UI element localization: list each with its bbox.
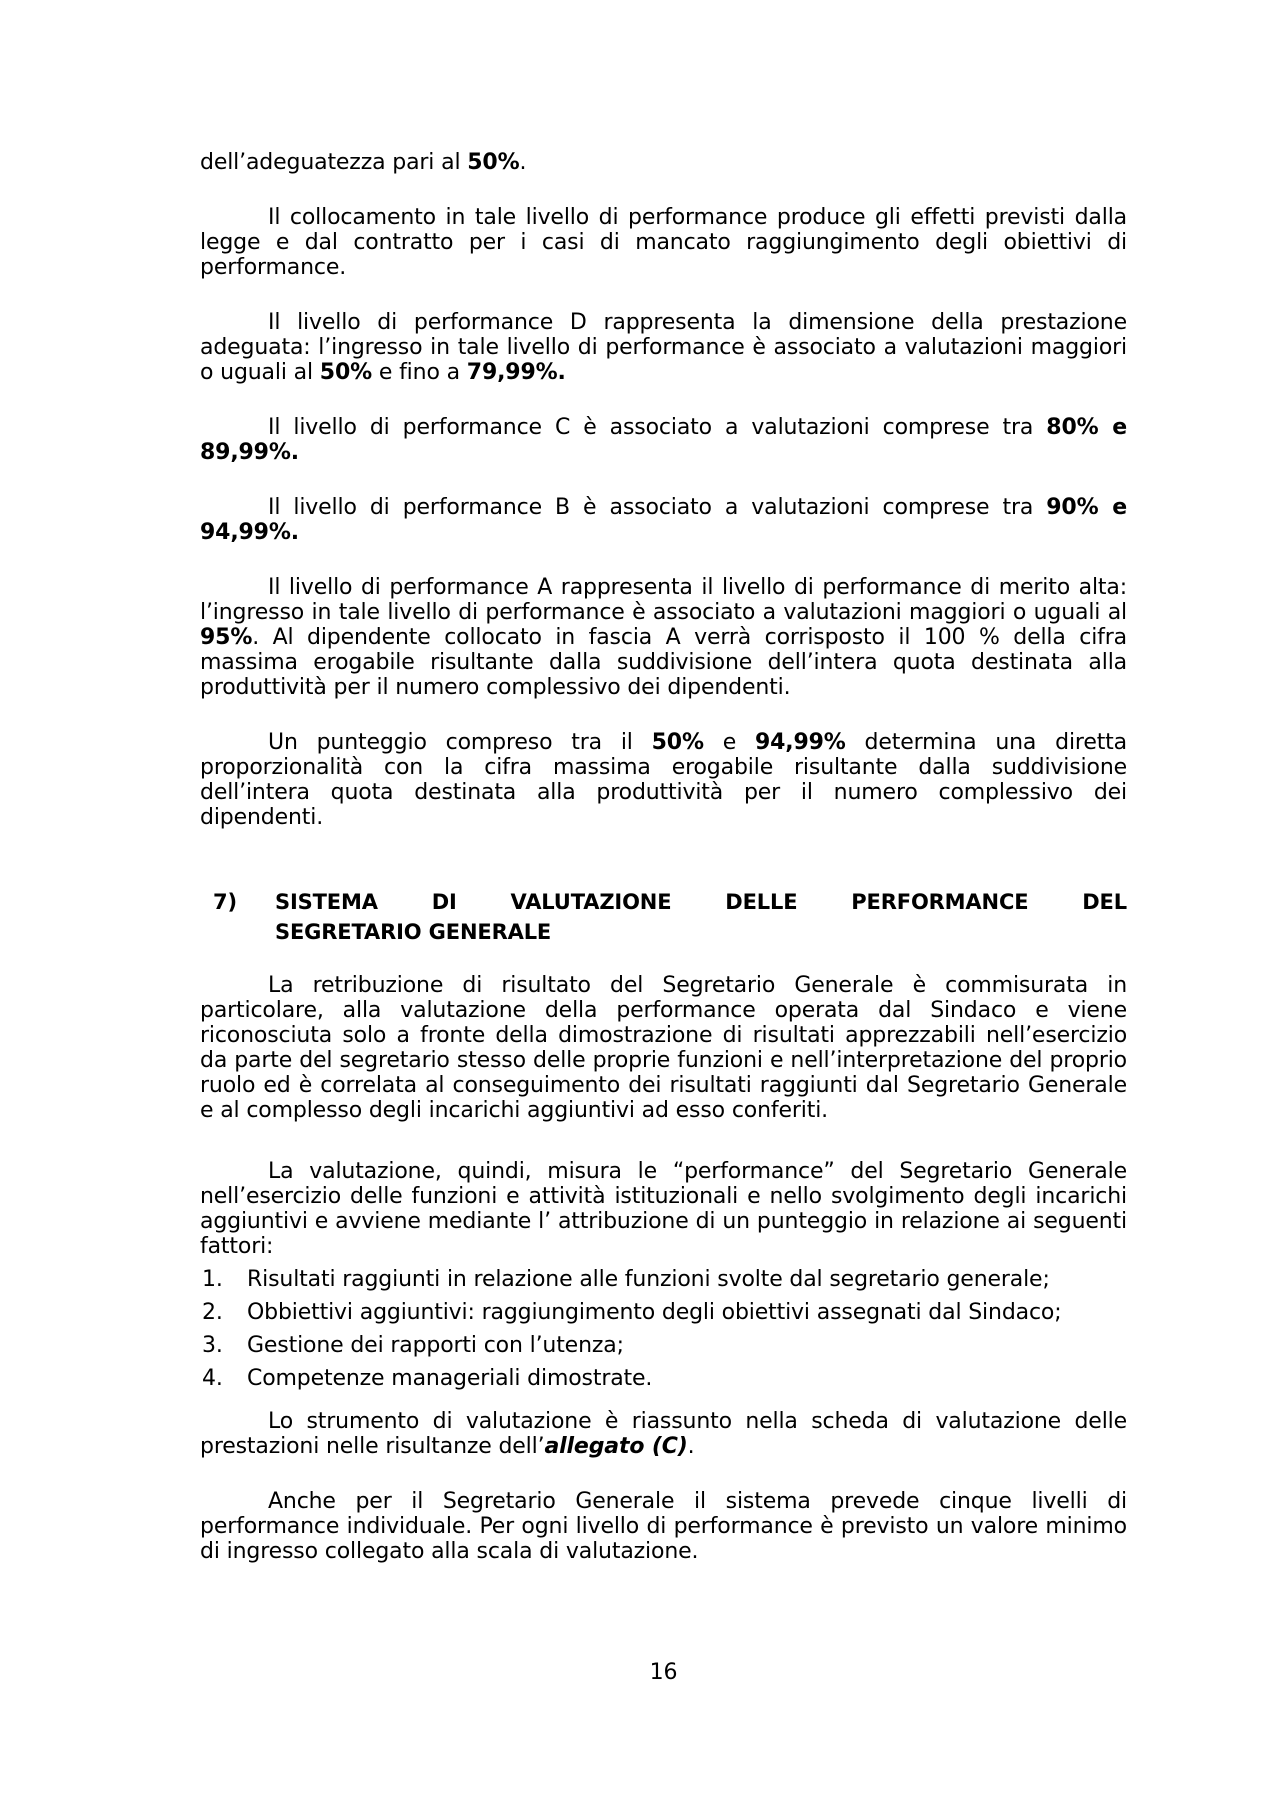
- text-run: Il livello di performance C è associato a valutazioni comprese tra: [268, 415, 1047, 440]
- text-run: La valutazione, quindi, misura le “performance” del Segretario Generale nell’esercizio delle funzioni e attività istituzionali e nello svolgimento degli incarichi aggiuntivi e avviene mediante l’ attribuzione di un punteggio in relazione ai seguenti fattori:: [200, 1159, 1127, 1259]
- paragraph-punteggio: [200, 730, 1127, 830]
- text-run: dell’adeguatezza pari al: [200, 150, 468, 175]
- bold-value: 80% e 89,99%.: [200, 415, 1127, 465]
- list-item: [200, 1333, 1127, 1358]
- section-heading: [200, 887, 1127, 947]
- text-run: Il livello di performance B è associato a valutazioni comprese tra: [268, 495, 1047, 520]
- list-item-text: Competenze manageriali dimostrate.: [247, 1366, 653, 1391]
- text-run: Un punteggio compreso tra il: [268, 730, 652, 755]
- section-number: 7): [213, 890, 237, 914]
- list-item-text: Risultati raggiunti in relazione alle funzioni svolte dal segretario generale;: [247, 1267, 1050, 1292]
- paragraph-livello-d: [200, 310, 1127, 385]
- text-run: La retribuzione di risultato del Segretario Generale è commisurata in particolare, alla valutazione della performance operata dal Sindaco e viene riconosciuta solo a fronte della dimostrazione di risultati apprezzabili nell’esercizio da parte del segretario stesso delle proprie funzioni e nell’interpretazione del proprio ruolo ed è correlata al conseguimento dei risultati raggiunti dal Segretario Generale e al complesso degli incarichi aggiuntivi ad esso conferiti.: [200, 973, 1127, 1123]
- bold-value: 50%: [651, 730, 704, 755]
- list-item: [200, 1366, 1127, 1391]
- list-item-number: 3.: [202, 1333, 223, 1358]
- paragraph-livello-c: [200, 415, 1127, 465]
- text-run: .: [519, 150, 527, 175]
- paragraph-anche: [200, 1489, 1127, 1564]
- text-column: [200, 0, 1127, 1685]
- text-run: Il collocamento in tale livello di performance produce gli effetti previsti dalla legge e dal contratto per i casi di mancato raggiungimento degli obiettivi di performance.: [200, 205, 1127, 280]
- list-item-number: 4.: [202, 1366, 223, 1391]
- paragraph-retribuzione: [200, 973, 1127, 1123]
- list-item: [200, 1300, 1127, 1325]
- paragraph-livello-a: [200, 575, 1127, 700]
- bold-value: 50%: [467, 150, 520, 175]
- section-heading-line2: SEGRETARIO GENERALE: [275, 920, 552, 944]
- list-item: [200, 1267, 1127, 1292]
- text-run: Lo strumento di valutazione è riassunto nella scheda di valutazione delle prestazioni nelle risultanze dell’: [200, 1409, 1127, 1459]
- page-number: 16: [649, 1660, 678, 1685]
- list-item-number: 1.: [202, 1267, 223, 1292]
- text-run: Il livello di performance A rappresenta il livello di performance di merito alta: l’ingresso in tale livello di performance è associato a valutazioni maggiori o uguali al: [200, 575, 1127, 625]
- bold-value: 90% e 94,99%.: [200, 495, 1127, 545]
- text-run: Anche per il Segretario Generale il sistema prevede cinque livelli di performance individuale. Per ogni livello di performance è previsto un valore minimo di ingresso collegato alla scala di valutazione.: [200, 1489, 1127, 1564]
- bold-value: 94,99%: [754, 730, 846, 755]
- bold-italic-reference: allegato (C): [544, 1434, 688, 1459]
- text-run: determina una diretta proporzionalità con la cifra massima erogabile risultante dalla suddivisione dell’intera quota destinata alla produttività per il numero complessivo dei dipendenti.: [200, 730, 1127, 830]
- list-item-number: 2.: [202, 1300, 223, 1325]
- list-item-text: Obbiettivi aggiuntivi: raggiungimento degli obiettivi assegnati dal Sindaco;: [247, 1300, 1062, 1325]
- text-run: e: [703, 730, 755, 755]
- text-run: e fino a: [372, 360, 467, 385]
- bold-value: 95%: [200, 625, 253, 650]
- paragraph-adeguatezza: [200, 150, 1127, 175]
- paragraph-strumento: [200, 1409, 1127, 1459]
- bold-value: 79,99%.: [466, 360, 566, 385]
- bold-value: 50%: [319, 360, 373, 385]
- paragraph-valutazione: [200, 1159, 1127, 1259]
- numbered-list: [200, 1267, 1127, 1391]
- list-item-text: Gestione dei rapporti con l’utenza;: [247, 1333, 624, 1358]
- text-run: .: [687, 1434, 695, 1459]
- text-run: . Al dipendente collocato in fascia A verrà corrisposto il 100 % della cifra massima erogabile risultante dalla suddivisione dell’intera quota destinata alla produttività per il numero complessivo dei dipendenti.: [200, 625, 1127, 700]
- paragraph-collocamento: [200, 205, 1127, 280]
- section-heading-line1: SISTEMA DI VALUTAZIONE DELLE PERFORMANCE DEL: [275, 890, 1127, 914]
- text-run: Il livello di performance D rappresenta la dimensione della prestazione adeguata: l’ingresso in tale livello di performance è associato a valutazioni maggiori o uguali al: [200, 310, 1127, 385]
- paragraph-livello-b: [200, 495, 1127, 545]
